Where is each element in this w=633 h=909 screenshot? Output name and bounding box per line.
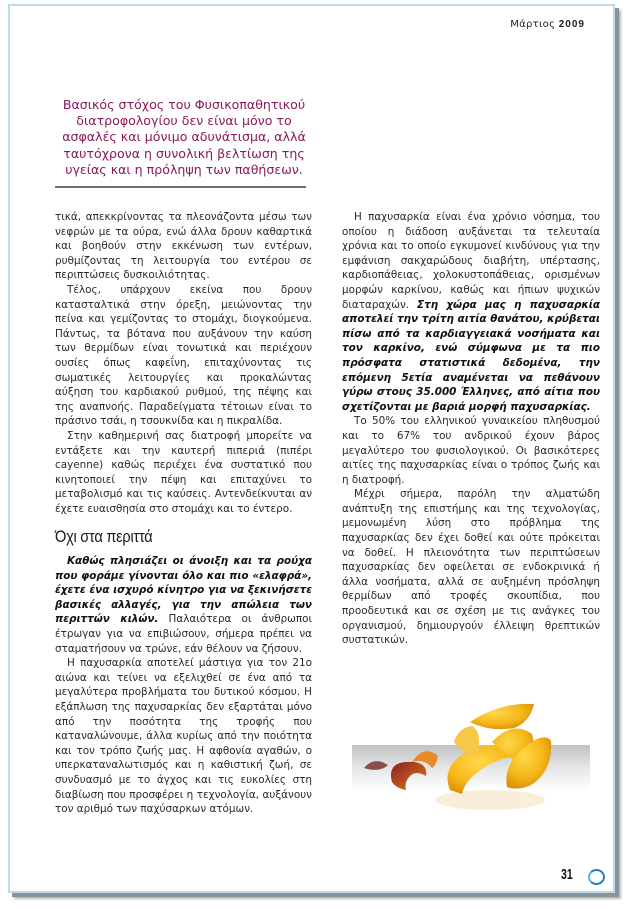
left-column xyxy=(55,210,312,817)
section-heading: Όχι στα περιττά xyxy=(55,527,153,547)
paragraph-with-emphasis xyxy=(342,210,600,414)
intro-bold-text: Καθώς πλησιάζει οι άνοιξη και τα ρούχα που φοράμε γίνονται όλο και πιο «ελαφρά», έχετε ένα ισχυρό κίνητρο για να ξεκινήσετε βασικές αλλαγές, για την απώλεια των περιττών κιλών. xyxy=(55,555,312,626)
magazine-logo-icon xyxy=(588,869,605,885)
pull-quote: Βασικός στόχος του Φυσικοπαθητικού διατροφολογίου δεν είναι μόνο το ασφαλές και μόνιμο αδυνάτισμα, αλλά ταυτόχρονα η συνολική βελτίωση της υγείας και η πρόληψη των παθήσεων. xyxy=(62,97,306,177)
pull-quote-divider xyxy=(55,186,306,188)
issue-year: 2009 xyxy=(558,19,585,30)
issue-month: Μάρτιος xyxy=(510,19,556,30)
peach-slice xyxy=(470,704,534,729)
peach-reflection xyxy=(435,790,545,810)
page-number: 31 xyxy=(561,866,573,883)
paragraph: Τέλος, υπάρχουν εκείνα που δρουν κατασταλτικά στην όρεξη, μειώνοντας την πείνα και γεμίζοντας το στομάχι, διογκούμενα. Πάντως, τα βότανα που αυξάνουν την καύση των θερμίδων είναι τονωτικά και περιέχουν ουσίες όπως καφεΐνη, επιταχύνοντας τις σωματικές λειτουργίες και προκαλώντας αύξηση του καρδιακού ρυθμού, της πέψης και της αναπνοής. Παραδείγματα τέτοιων είναι το πράσινο τσάι, η τσουκνίδα και η πικραλίδα. xyxy=(55,283,312,428)
magazine-page xyxy=(8,4,615,893)
right-column xyxy=(342,210,600,648)
regular-text: Η παχυσαρκία είναι ένα χρόνιο νόσημα, του οποίου η διάδοση αυξάνεται τα τελευταία χρόνια και το οποίο εγκυμονεί κινδύνους για την εμφάνιση σακχαρώδους διαβήτη, υπέρτασης, καρδιοπάθειας, χολοκυστοπάθειας, ορισμένων μορφών καρκίνου, καθώς και ήπιων ψυχικών διαταραχών. xyxy=(342,211,600,311)
paragraph: Μέχρι σήμερα, παρόλη την αλματώδη ανάπτυξη της επιστήμης και της τεχνολογίας, μεμονωμένη λύση στο πρόβλημα της παχυσαρκίας δεν έχει δοθεί και ούτε πρόκειται να δοθεί. Η πλειονότητα των περιπτώσεων παχυσαρκίας δεν οφείλεται σε ενδοκρινικά ή άλλα νοσήματα, αλλά σε αυξημένη πρόσληψη θερμίδων από τροφές σκουπίδια, που προοδευτικά και σε σχέση με τις ανάγκες του οργανισμού, δημιουργούν έλλειψη θρεπτικών συστατικών. xyxy=(342,488,600,647)
paragraph: Η παχυσαρκία αποτελεί μάστιγα για τον 21ο αιώνα και τείνει να εξελιχθεί σε ένα από τα μεγαλύτερα προβλήματα του δυτικού κόσμου. Η εξάπλωση της παχυσαρκίας δεν εξαρτάται μόνο από την ποσότητα της τροφής που καταναλώνουμε, άλλα κυρίως από την ποιότητα και τον τρόπο ζωής μας. Η αφθονία αγαθών, ο υπερκαταναλωτισμός και η καθιστική ζωή, σε συνδυασμό με το άγχος και τις ευκολίες στη διαβίωση που προσφέρει η τεχνολογία, αυξάνουν τον αριθμό των παχύσαρκων ατόμων. xyxy=(55,657,312,816)
peach-slices-photo xyxy=(342,682,590,837)
paragraph: Στην καθημερινή σας διατροφή μπορείτε να εντάξετε και την καυτερή πιπεριά (πιπέρι cayenne) καθώς περιέχει ένα συστατικό που κινητοποιεί την πέψη και επιταχύνει το μεταβολισμό και τις καύσεις. Αντενδείκνυται αν έχετε ευαισθησία στο στομάχι και το έντερο. xyxy=(55,429,312,515)
intro-regular-text: Παλαιότερα οι άνθρωποι έτρωγαν για να επιβιώσουν, σήμερα πρέπει να σταματήσουν να τρώνε, εάν θέλουν να ζήσουν. xyxy=(55,613,312,655)
paragraph: τικά, απεκκρίνοντας τα πλεονάζοντα μέσω των νεφρών με τα ούρα, ενώ άλλα δρουν καθαρτικά και βοηθούν στην εκκένωση των εντέρων, ρυθμίζοντας τη λειτουργία του εντέρου σε περιπτώσεις δυσκοιλιότητας. xyxy=(55,211,312,282)
bold-emphasis-text: Στη χώρα μας η παχυσαρκία αποτελεί την τρίτη αιτία θανάτου, κρύβεται πίσω από τα καρδιαγγειακά νοσήματα και τον καρκίνο, ενώ σύμφωνα με τα πιο πρόσφατα στατιστικά δεδομένα, την επόμενη 5ετία αναμένεται να πεθάνουν γύρω στους 35.000 Έλληνες, από αίτια που σχετίζονται με βαριά μορφή παχυσαρκίας. xyxy=(342,298,600,413)
issue-date xyxy=(510,19,585,30)
paragraph: Το 50% του ελληνικού γυναικείου πληθυσμού και το 67% του ανδρικού έχουν βάρος μεγαλύτερο του φυσιολογικού. Οι βασικότερες αιτίες της παχυσαρκίας είναι ο τρόπος ζωής και η διατροφή. xyxy=(342,415,600,486)
paragraph-intro xyxy=(55,554,312,656)
